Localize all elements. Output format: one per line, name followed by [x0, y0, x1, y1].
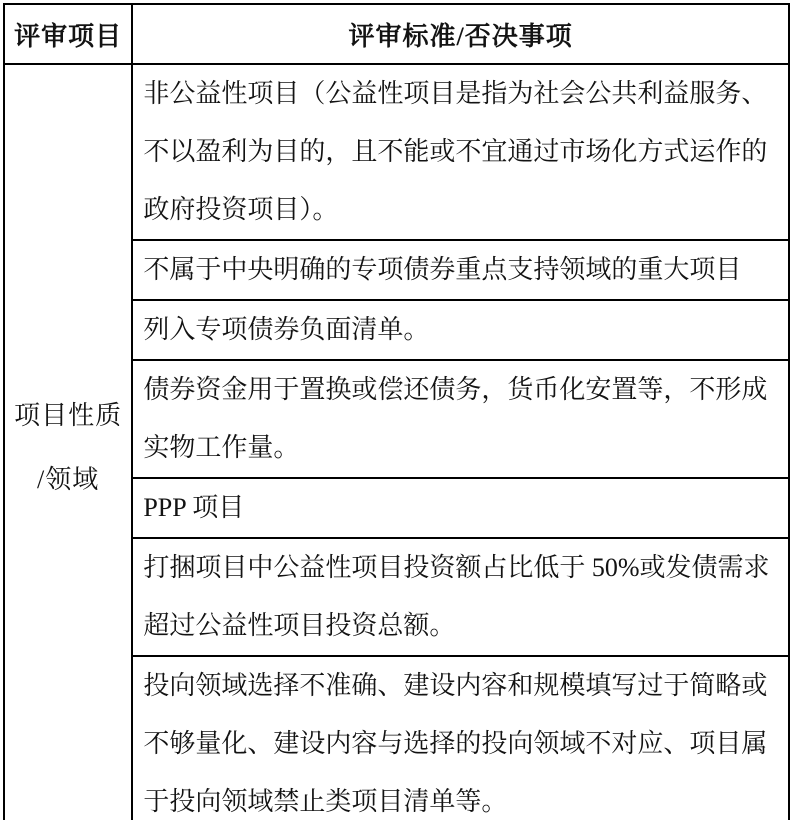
criteria-cell-bundled-project-ratio: 打捆项目中公益性项目投资额占比低于 50%或发债需求超过公益性项目投资总额。 [132, 538, 789, 656]
criteria-cell-investment-area-issues: 投向领域选择不准确、建设内容和规模填写过于简略或不够量化、建设内容与选择的投向领域不对应、项目属于投向领域禁止类项目清单等。 [132, 656, 789, 820]
criteria-cell-negative-list: 列入专项债券负面清单。 [132, 300, 789, 360]
criteria-cell-ppp-project: PPP 项目 [132, 478, 789, 538]
header-review-item: 评审项目 [4, 4, 132, 64]
table-header-row [4, 4, 789, 64]
criteria-cell-debt-replacement: 债券资金用于置换或偿还债务，货币化安置等，不形成实物工作量。 [132, 360, 789, 478]
criteria-cell-not-key-support-area: 不属于中央明确的专项债券重点支持领域的重大项目 [132, 240, 789, 300]
category-cell-project-nature [4, 64, 132, 820]
header-review-criteria: 评审标准/否决事项 [132, 4, 789, 64]
table-row [4, 64, 789, 240]
criteria-cell-non-public-welfare: 非公益性项目（公益性项目是指为社会公共利益服务、不以盈利为目的，且不能或不宜通过市场化方式运作的政府投资项目）。 [132, 64, 789, 240]
category-line-1: 项目性质 [14, 401, 123, 430]
review-criteria-table [3, 3, 790, 820]
category-line-2: /领域 [37, 465, 100, 494]
